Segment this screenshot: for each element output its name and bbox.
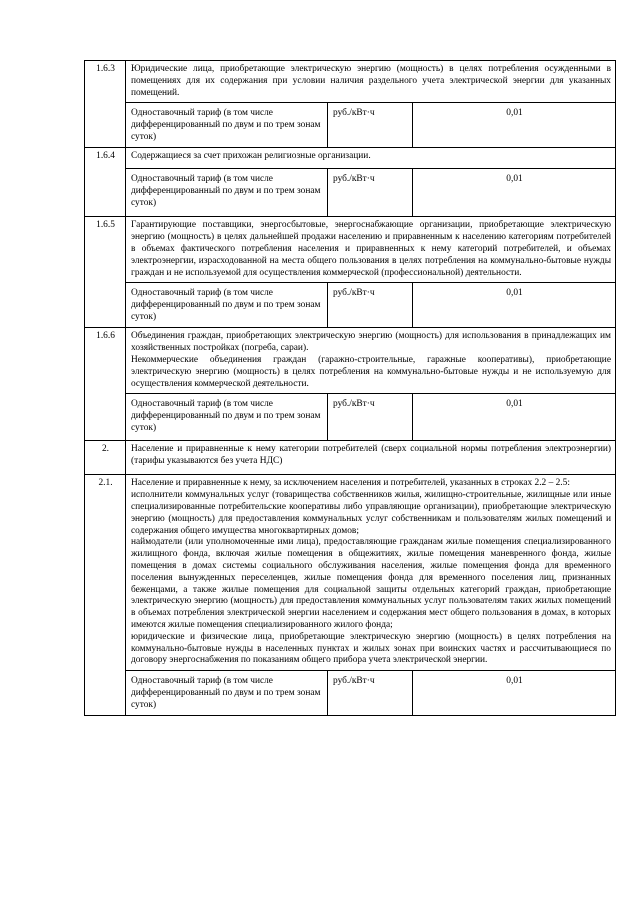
tariff-value: 0,01 bbox=[413, 283, 616, 328]
description-paragraph: наймодатели (или уполномоченные ими лица), предоставляющие гражданам жилые помещения специализированного жилищного фонда, включая жилые помещения в общежитиях, жилые помещения маневренного фонда, жилые помещения в домах системы социального обслуживания населения, жилые помещения фонда для временного поселения вынужденных переселенцев, жилые помещения фонда для временного поселения лиц, признанных беженцами, а также жилые помещения для социальной защиты отдельных категорий граждан, приобретающие электрическую энергию (мощность) для предоставления коммунальных услуг пользователям таких жилых помещений в объемах потребления электрической энергии населением и содержания мест общего пользования в домах, в которых имеются жилые помещения специализированного жилого фонда; bbox=[131, 537, 611, 630]
row-description bbox=[126, 148, 616, 169]
table-row bbox=[85, 148, 616, 169]
row-description bbox=[126, 441, 616, 475]
row-description bbox=[126, 217, 616, 283]
tariff-document bbox=[84, 60, 615, 716]
description-paragraph: Гарантирующие поставщики, энергосбытовые, энергоснабжающие организации, приобретающие электрическую энергию (мощность) в целях дальнейшей продажи населению и приравненным к населению категориям потребителей в объемах фактического потребления населения и приравненных к нему категорий потребителей, и объемах электроэнергии, израсходованной на места общего пользования в целях потребления на коммунально-бытовые нужды граждан и не используемой для осуществления коммерческой (профессиональной) деятельности. bbox=[131, 220, 611, 278]
table-row bbox=[85, 328, 616, 394]
row-number: 1.6.6 bbox=[85, 328, 126, 441]
description-paragraph: Объединения граждан, приобретающих электрическую энергию (мощность) для использования в принадлежащих им хозяйственных постройках (погреба, сараи). bbox=[131, 331, 611, 354]
row-number: 2. bbox=[85, 441, 126, 475]
tariff-rate-row bbox=[85, 169, 616, 217]
table-row bbox=[85, 217, 616, 283]
tariff-label: Одноставочный тариф (в том числе дифференцированный по двум и по трем зонам суток) bbox=[126, 671, 328, 716]
tariff-label: Одноставочный тариф (в том числе дифференцированный по двум и по трем зонам суток) bbox=[126, 169, 328, 217]
description-paragraph: исполнители коммунальных услуг (товарищества собственников жилья, жилищно-строительные, жилищные или иные специализированные потребительские кооперативы либо управляющие организации), приобретающие электрическую энергию (мощность) для предоставления коммунальных услуг собственникам и пользователям жилых помещений и содержания общего имущества многоквартирных домов; bbox=[131, 490, 611, 536]
row-number: 2.1. bbox=[85, 475, 126, 716]
description-paragraph: Юридические лица, приобретающие электрическую энергию (мощность) в целях потребления осужденными в помещениях для их содержания при условии наличия раздельного учета электрической энергии для указанных помещений. bbox=[131, 64, 611, 98]
tariff-value: 0,01 bbox=[413, 394, 616, 441]
tariff-label: Одноставочный тариф (в том числе дифференцированный по двум и по трем зонам суток) bbox=[126, 283, 328, 328]
row-description bbox=[126, 475, 616, 671]
tariff-value: 0,01 bbox=[413, 103, 616, 148]
row-number: 1.6.5 bbox=[85, 217, 126, 328]
description-paragraph: Население и приравненные к нему, за исключением населения и потребителей, указанных в строках 2.2 – 2.5: bbox=[131, 478, 570, 489]
tariff-rate-row bbox=[85, 283, 616, 328]
tariff-table bbox=[84, 60, 616, 716]
row-description bbox=[126, 61, 616, 103]
row-number: 1.6.4 bbox=[85, 148, 126, 217]
tariff-unit: руб./кВт·ч bbox=[328, 283, 413, 328]
table-row bbox=[85, 441, 616, 475]
row-description bbox=[126, 328, 616, 394]
table-row bbox=[85, 61, 616, 103]
table-row bbox=[85, 475, 616, 671]
description-paragraph: юридические и физические лица, приобретающие электрическую энергию (мощность) в целях потребления на коммунально-бытовые нужды в населенных пунктах и жилых зонах при воинских частях и рассчитывающиеся по договору энергоснабжения по показаниям общего прибора учета электрической энергии. bbox=[131, 631, 611, 666]
description-paragraph: Содержащиеся за счет прихожан религиозные организации. bbox=[131, 151, 371, 162]
tariff-unit: руб./кВт·ч bbox=[328, 394, 413, 441]
tariff-unit: руб./кВт·ч bbox=[328, 671, 413, 716]
tariff-value: 0,01 bbox=[413, 671, 616, 716]
tariff-rate-row bbox=[85, 103, 616, 148]
tariff-unit: руб./кВт·ч bbox=[328, 169, 413, 217]
tariff-label: Одноставочный тариф (в том числе дифференцированный по двум и по трем зонам суток) bbox=[126, 394, 328, 441]
description-paragraph: Некоммерческие объединения граждан (гаражно-строительные, гаражные кооперативы), приобретающие электрическую энергию (мощность) в целях потребления на коммунально-бытовые нужды и не используемую для осуществления коммерческой деятельности. bbox=[131, 354, 611, 389]
description-paragraph: Население и приравненные к нему категории потребителей (сверх социальной нормы потребления электроэнергии) (тарифы указываются без учета НДС) bbox=[131, 444, 611, 467]
tariff-rate-row bbox=[85, 671, 616, 716]
tariff-unit: руб./кВт·ч bbox=[328, 103, 413, 148]
tariff-value: 0,01 bbox=[413, 169, 616, 217]
tariff-rate-row bbox=[85, 394, 616, 441]
tariff-label: Одноставочный тариф (в том числе дифференцированный по двум и по трем зонам суток) bbox=[126, 103, 328, 148]
row-number: 1.6.3 bbox=[85, 61, 126, 148]
